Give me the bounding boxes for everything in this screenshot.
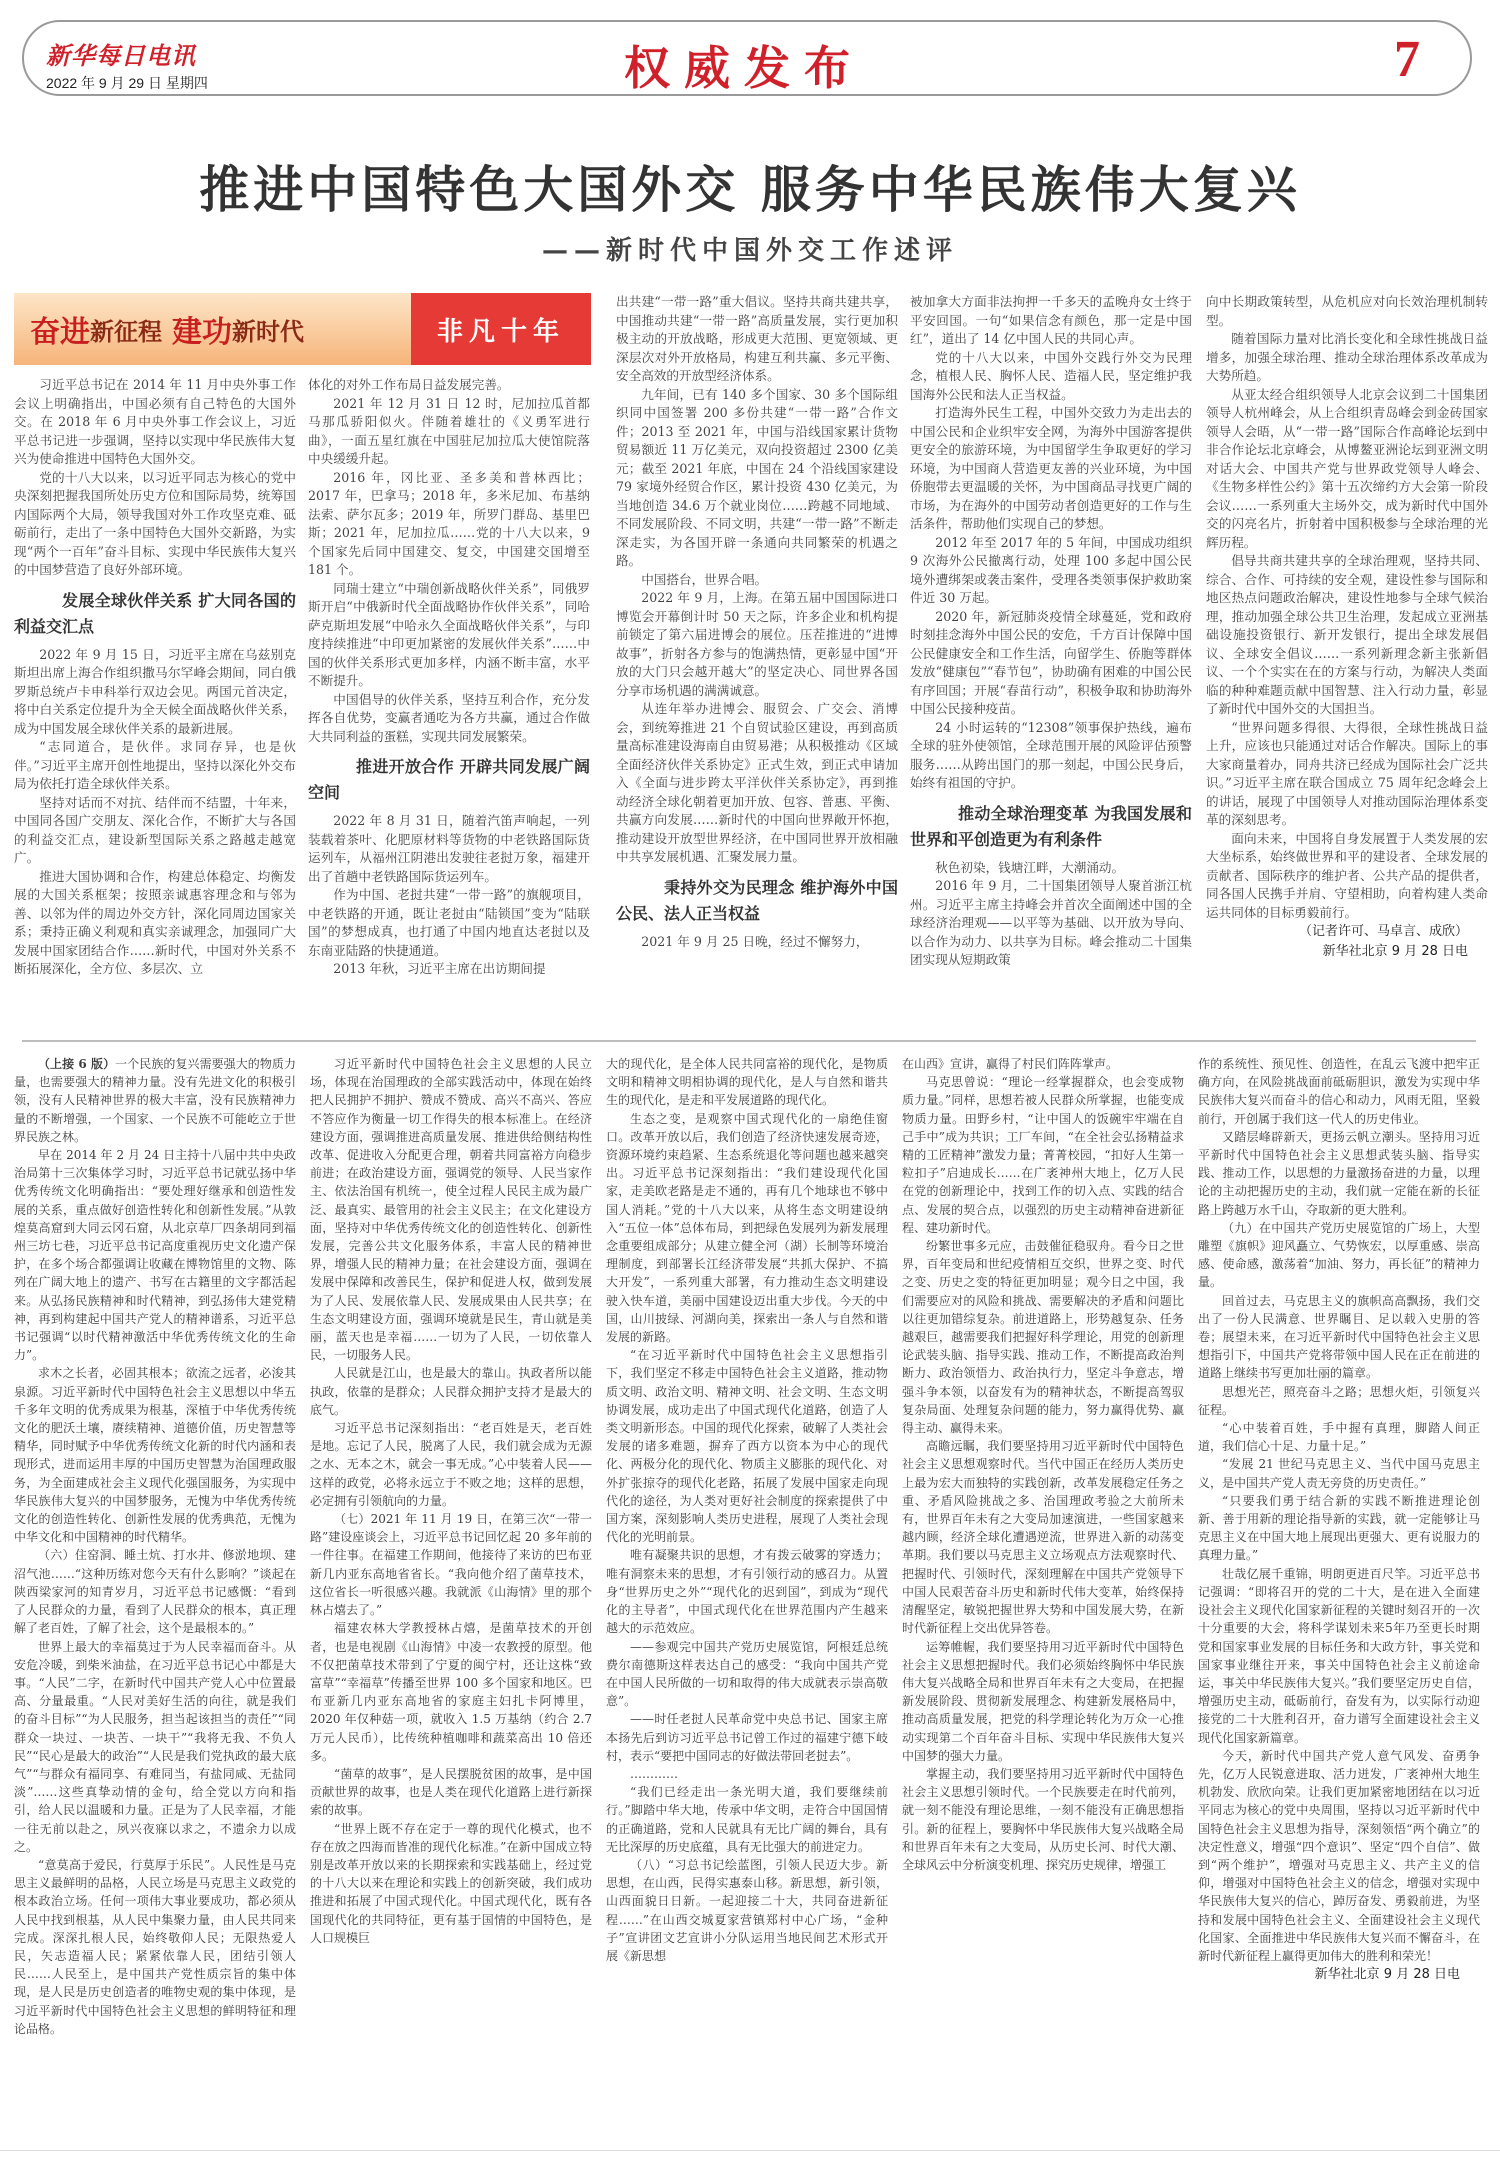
paragraph: 2020 年，新冠肺炎疫情全球蔓延，党和政府时刻挂念海外中国公民的安危，千方百计保障中国公民健康安全和工作生活，向留学生、侨胞等群体发放“健康包”“春节包”，协助确有困难的中国公民有序回国；开展“春苗行动”，积极争取和协助海外中国公民接种疫苗。 [910, 608, 1192, 716]
masthead [22, 20, 1472, 96]
paragraph: 向中长期政策转型，从危机应对向长效治理机制转型。 [1206, 294, 1488, 328]
banner-word-4: 新时代 [232, 316, 304, 346]
paragraph: 党的十八大以来，中国外交践行外交为民理念，植根人民、胸怀人民、造福人民，坚定维护我国海外公民和法人正当权益。 [910, 349, 1192, 402]
logo-name: 新华每日电讯 [46, 41, 196, 70]
paragraph: 习近平总书记深刻指出：“老百姓是天，老百姓是地。忘记了人民，脱离了人民，我们就会成为无源之水、无本之木，就会一事无成。”心中装着人民——这样的政党，必将永远立于不败之地；这样的思想，必定拥有引领航向的力量。 [310, 1421, 592, 1508]
paragraph: 倡导共商共建共享的全球治理观，坚持共同、综合、合作、可持续的安全观，建设性参与国际和地区热点问题政治解决，建设性地参与全球气候治理，推动加强全球公共卫生治理，发起成立亚洲基础设施投资银行、新开发银行，提出全球发展倡议、全球安全倡议……一系列新理念新主张新倡议、一个个实实在在的方案与行动，为解决人类面临的种种难题贡献中国智慧、注入行动力量，彰显了新时代中国外交的大国担当。 [1206, 553, 1488, 716]
paragraph: 运筹帷幄，我们要坚持用习近平新时代中国特色社会主义思想把握时代。我们必须始终胸怀中华民族伟大复兴战略全局和世界百年未有之大变局，在把握新发展阶段、贯彻新发展理念、构建新发展格局中，推动高质量发展，把党的科学理论转化为万众一心推动实现第二个百年奋斗目标、实现中华民族伟大复兴中国梦的强大力量。 [902, 1639, 1184, 1763]
section-heading: 推动全球治理变革 为我国发展和世界和平创造更为有利条件 [910, 803, 1192, 849]
paragraph: 在山西》宣讲，赢得了村民们阵阵掌声。 [902, 1057, 1119, 1071]
paragraph: 2021 年 12 月 31 日 12 时，尼加拉瓜首都马那瓜骄阳似火。伴随着雄壮的《义勇军进行曲》，一面五星红旗在中国驻尼加拉瓜大使馆院落中央缓缓升起。 [308, 395, 590, 466]
paragraph: （九）在中国共产党历史展览馆的广场上，大型雕塑《旗帜》迎风矗立、气势恢宏，以厚重感、崇高感、使命感，激荡着“加油、努力，再长征”的精神力量。 [1198, 1220, 1480, 1290]
paragraph: “我们已经走出一条光明大道，我们要继续前行。”脚踏中华大地，传承中华文明，走符合中国国情的正确道路，党和人民就具有无比广阔的舞台，具有无比深厚的历史底蕴，具有无比强大的前进定力。 [606, 1785, 888, 1854]
paragraph: 壮哉亿展千重锦，明朗更进百尺竿。习近平总书记强调：“即将召开的党的二十大，是在进入全面建设社会主义现代化国家新征程的关键时刻召开的一次十分重要的大会，将科学谋划未来5年乃至更长时期党和国家事业发展的目标任务和大政方针，事关党和国家事业继往开来，事关中国特色社会主义前途命运，事关中华民族伟大复兴。”我们要坚定历史自信，增强历史主动，砥砺前行，奋发有为，以实际行动迎接党的二十大胜利召开，奋力谱写全面建设社会主义现代化国家新篇章。 [1198, 1566, 1480, 1745]
paragraph: 唯有凝聚共识的思想，才有拨云破雾的穿透力；唯有洞察未来的思想，才有引领行动的感召力。从置身“世界历史之外”“现代化的迟到国”，到成为“现代化的主导者”，中国式现代化在世界范围内产生越来越大的示范效应。 [606, 1548, 888, 1636]
paragraph: 2021 年 9 月 25 日晚，经过不懈努力， [641, 933, 869, 949]
paragraph: 打造海外民生工程，中国外交致力为走出去的中国公民和企业织牢安全网，为海外中国游客提供更安全的旅游环境，为中国留学生争取更好的学习环境，为中国商人营造更友善的兴业环境，为中国侨胞带去更温暖的关怀，为中国商品寻找更广阔的市场，为在海外的中国劳动者创造更好的工作与生活条件，帮助他们实现自己的梦想。 [910, 405, 1192, 531]
banner-word-3: 建功 [172, 315, 232, 350]
paragraph: 中国搭台，世界合唱。 [641, 571, 768, 587]
article-column-1 [14, 376, 296, 979]
dateline: 新华社北京 9 月 28 日电 [1322, 944, 1468, 959]
paragraph: ——参观完中国共产党历史展览馆，阿根廷总统费尔南德斯这样表达自己的感受：“我向中国共产党在中国人民所做的一切和取得的伟大成就表示崇高敬意”。 [606, 1639, 888, 1709]
dateline: 新华社北京 9 月 28 日电 [1314, 1967, 1460, 1983]
paragraph: 2022 年 9 月 15 日，习近平主席在乌兹别克斯坦出席上海合作组织撒马尔罕峰会期间，同白俄罗斯总统卢卡申科举行双边会见。两国元首决定，将中白关系定位提升为全天候全面战略伙伴关系，成为中国发展全球伙伴关系的最新进展。 [14, 646, 296, 736]
paragraph: 秋色初染，钱塘江畔，大潮涌动。 [935, 859, 1125, 875]
subheadline: ——新时代中国外交工作述评 [541, 236, 958, 266]
paragraph: “世界上既不存在定于一尊的现代化模式，也不存在放之四海而皆准的现代化标准。”在新中国成立特别是改革开放以来的长期探索和实践基础上，经过党的十八大以来在理论和实践上的创新突破，我们成功推进和拓展了中国式现代化。中国式现代化，既有各国现代化的共同特征，更有基于国情的中国特色，是人口规模巨 [310, 1821, 592, 1945]
paragraph: “世界问题多得很、大得很，全球性挑战日益上升，应该也只能通过对话合作解决。国际上的事大家商量着办，同舟共济已经成为国际社会广泛共识。”习近平主席在联合国成立 75 周年纪念峰会上的讲话，展现了中国领导人对推动国际治理体系变革的深刻思考。 [1206, 719, 1488, 827]
paragraph: ………… [630, 1766, 678, 1781]
banner-word-2: 新征程 [90, 316, 162, 346]
paragraph: 2016 年 9 月，二十国集团领导人聚首浙江杭州。习近平主席主持峰会并首次全面阐述中国的全球经济治理观——以平等为基础、以开放为导向、以合作为动力、以共享为目标。峰会推动二十国集团实现从短期政策 [910, 878, 1192, 967]
article-column-4 [910, 293, 1192, 970]
paragraph: “菌草的故事”，是人民摆脱贫困的故事，是中国贡献世界的故事，也是人类在现代化道路上进行新探索的故事。 [310, 1766, 592, 1818]
paragraph: “意莫高于爱民，行莫厚于乐民”。人民性是马克思主义最鲜明的品格，人民立场是马克思主义政党的根本政治立场。任何一项伟大事业要成功，都必须从人民中找到根基，从人民中集聚力量，由人民共同来完成。深深扎根人民，始终敬仰人民；无限热爱人民，矢志造福人民；紧紧依靠人民，团结引领人民……人民至上，是中国共产党性质宗旨的集中体现，是人民是历史创造者的唯物史观的集中体现，是习近平新时代中国特色社会主义思想的鲜明特征和理论品格。 [14, 1857, 296, 2036]
paragraph: 求木之长者，必固其根本；欲流之远者，必浚其泉源。习近平新时代中国特色社会主义思想以中华五千多年文明的优秀成果为根基，深植于中华优秀传统文化的肥沃土壤，赓续精神、道德价值，历史智慧等精华，同时赋予中华优秀传统文化新的时代内涵和表现形式，进而运用丰厚的中国历史智慧为治国理政服务，为全面建成社会主义现代化强国服务，为实现中华民族伟大复兴的中国梦服务，无愧为中华优秀传统文化的创造性转化、创新性发展的优秀典范，无愧为中华文化和中国精神的时代精华。 [14, 1366, 296, 1545]
continuation-column-4 [902, 1055, 1184, 1874]
headline: 推进中国特色大国外交 服务中华民族伟大复兴 [199, 161, 1301, 219]
page-number: 7 [1394, 31, 1420, 88]
article-column-2 [308, 376, 590, 979]
section-heading: 发展全球伙伴关系 扩大同各国的利益交汇点 [14, 590, 296, 636]
paragraph: 随着国际力量对比消长变化和全球性挑战日益增多，加强全球治理、推动全球治理体系改革成为大势所趋。 [1206, 331, 1488, 383]
banner-slogan [14, 293, 411, 365]
paragraph: 作的系统性、预见性、创造性，在乱云飞渡中把牢正确方向，在风险挑战面前砥砺胆识，激发为实现中华民族伟大复兴而奋斗的信心和动力，风雨无阻，坚毅前行，开创属于我们这一代人的历史伟业。 [1198, 1057, 1480, 1126]
page-bottom-rule [0, 2150, 1500, 2151]
paragraph: 作为中国、老挝共建“一带一路”的旗舰项目，中老铁路的开通，既让老挝由“陆锁国”变为“陆联国”的梦想成真，也打通了中国内地直达老挝以及东南亚陆路的快捷通道。 [308, 887, 590, 958]
article-column-5 [1206, 293, 1488, 962]
paragraph: 2022 年 8 月 31 日，随着汽笛声响起，一列装载着茶叶、化肥原材料等货物的中老铁路国际货运列车，从福州江阴港出发驶往老挝万象，福建开出了首趟中老铁路国际货运列车。 [308, 813, 590, 884]
banner-word-1: 奋进 [30, 315, 90, 350]
paragraph: 纷繁世事多元应，击鼓催征稳驭舟。看今日之世界，百年变局和世纪疫情相互交织，世界之变、时代之变、历史之变的特征更加明显；观今日之中国，我们需要应对的风险和挑战、需要解决的矛盾和问题比以往更加错综复杂。前进道路上，形势越复杂、任务越艰巨，越需要我们把握好科学理论，用党的创新理论武装头脑、指导实践、推动工作，不断提高政治判断力、政治领悟力、政治执行力，坚定斗争意志，增强斗争本领，以奋发有为的精神状态，不断提高驾驭复杂局面、处理复杂问题的能力，努力赢得优势、赢得主动、赢得未来。 [902, 1239, 1184, 1436]
paragraph: 出共建“一带一路”重大倡议。坚持共商共建共享，中国推动共建“一带一路”高质量发展，实行更加积极主动的开放战略，形成更大范围、更宽领域、更深层次对外开放格局，构建互利共赢、多元平衡、安全高效的开放型经济体系。 [616, 294, 898, 383]
paragraph: 党的十八大以来，以习近平同志为核心的党中央深刻把握我国所处历史方位和国际局势，统筹国内国际两个大局，领导我国对外工作攻坚克难、砥砺前行，走出了一条中国特色大国外交新路，为实现“两个一百年”奋斗目标、实现中华民族伟大复兴的中国梦营造了良好外部环境。 [14, 469, 296, 577]
paragraph: 从亚太经合组织领导人北京会议到二十国集团领导人杭州峰会，从上合组织青岛峰会到金砖国家领导人会晤，从“一带一路”国际合作高峰论坛到中非合作论坛北京峰会，从博鳌亚洲论坛到亚洲文明对话大会、中国共产党与世界政党领导人峰会、《生物多样性公约》第十五次缔约方大会第一阶段会议……一系列重大主场外交，成为新时代中国外交的闪亮名片，折射着中国积极参与全球治理的光辉历程。 [1206, 386, 1488, 550]
reporter-byline: （记者许可、马卓言、成欣） [1298, 924, 1468, 939]
paragraph: 大的现代化，是全体人民共同富裕的现代化，是物质文明和精神文明相协调的现代化，是人与自然和谐共生的现代化，是走和平发展道路的现代化。 [606, 1057, 888, 1108]
paragraph: 2012 年至 2017 年的 5 年间，中国成功组织 9 次海外公民撤离行动，处理 100 多起中国公民境外遭绑架或袭击案件，受理各类领事保护救助案件近 30 万起。 [910, 534, 1192, 605]
section-divider [22, 1040, 1476, 1042]
paragraph: 习近平总书记在 2014 年 11 月中央外事工作会议上明确指出，中国必须有自己特色的大国外交。在 2018 年 6 月中央外事工作会议上，习近平总书记进一步强调，坚持以实现中华民族伟大复兴为使命推进中国特色大国外交。 [14, 377, 296, 466]
continuation-column-1 [14, 1055, 296, 2038]
paragraph: （上接 6 版）一个民族的复兴需要强大的物质力量，也需要强大的精神力量。没有先进文化的积极引领，没有人民精神世界的极大丰富，没有民族精神力量的不断增强，一个国家、一个民族不可能屹立于世界民族之林。 [14, 1057, 296, 1144]
paragraph: 世界上最大的幸福莫过于为人民幸福而奋斗。从安危冷暖，到柴米油盐，在习近平总书记心中都是大事。“人民”二字，在新时代中国共产党人心中位置最高、分量最重。“人民对美好生活的向往，就是我们的奋斗目标”“为人民服务，担当起该担当的责任”“同群众一块过、一块苦、一块干”“我将无我、不负人民”“民心是最大的政治”“人民是我们党执政的最大底气”“与群众有福同享、有难同当，有盐同咸、无盐同淡”……这些真挚动情的金句，给全党以方向和指引，给人民以温暖和力量。正是为了人民幸福，才能一往无前以赴之，夙兴夜寐以求之，不遗余力以成之。 [14, 1639, 296, 1854]
paragraph: 2013 年秋，习近平主席在出访期间提 [333, 961, 546, 976]
paragraph: “发展 21 世纪马克思主义、当代中国马克思主义，是中国共产党人责无旁贷的历史责任。” [1198, 1457, 1480, 1490]
paragraph: 24 小时运转的“12308”领事保护热线，遍布全球的驻外使领馆，全球范围开展的风险评估预警服务……从跨出国门的那一刻起，中国公民身后，始终有祖国的守护。 [910, 719, 1192, 790]
paragraph: “在习近平新时代中国特色社会主义思想指引下，我们坚定不移走中国特色社会主义道路，推动物质文明、政治文明、精神文明、社会文明、生态文明协调发展，成功走出了中国式现代化道路，创造了人类文明新形态。中国的现代化探索，破解了人类社会发展的诸多难题，摒弃了西方以资本为中心的现代化、两极分化的现代化、物质主义膨胀的现代化、对外扩张掠夺的现代化老路，拓展了发展中国家走向现代化的途径，为人类对更好社会制度的探索提供了中国方案，深刻影响人类历史进程，展现了人类社会现代化的光明前景。 [606, 1348, 888, 1545]
paragraph: 中国倡导的伙伴关系，坚持互利合作，充分发挥各自优势，变赢者通吃为各方共赢，通过合作做大共同利益的蛋糕，实现共同发展繁荣。 [308, 691, 590, 744]
paragraph: 今天，新时代中国共产党人意气风发、奋勇争先，亿万人民锐意进取、活力迸发，广袤神州大地生机勃发、欣欣向荣。让我们更加紧密地团结在以习近平同志为核心的党中央周围，坚持以习近平新时代中国特色社会主义思想为指导，深刻领悟“两个确立”的决定性意义，增强“四个意识”、坚定“四个自信”、做到“两个维护”，增强对马克思主义、共产主义的信仰，增强对中国特色社会主义的信念，增强对实现中华民族伟大复兴的信心，踔厉奋发、勇毅前进，为坚持和发展中国特色社会主义、全面建设社会主义现代化国家、全面推进中华民族伟大复兴而不懈奋斗，在新时代新征程上赢得更加伟大的胜利和荣光！ [1198, 1748, 1480, 1963]
paragraph: 同瑞士建立“中瑞创新战略伙伴关系”，同俄罗斯开启“中俄新时代全面战略协作伙伴关系”，同哈萨克斯坦发展“中哈永久全面战略伙伴关系”，与印度持续推进“中印更加紧密的发展伙伴关系”……中国的伙伴关系形式更加多样，内涵不断丰富，水平不断提升。 [308, 580, 590, 688]
section-heading: 推进开放合作 开辟共同发展广阔空间 [308, 757, 590, 802]
issue-date: 2022 年 9 月 29 日 星期四 [46, 75, 208, 91]
paragraph: ——时任老挝人民革命党中央总书记、国家主席本扬先后到访习近平总书记曾工作过的福建宁德下岐村，表示“要把中国同志的好做法带回老挝去”。 [606, 1712, 888, 1763]
article-column-3 [616, 293, 898, 951]
paragraph: 从连年举办进博会、服贸会、广交会、消博会，到统筹推进 21 个自贸试验区建设，再到高质量高标准建设海南自由贸易港；从积极推动《区域全面经济伙伴关系协定》正式生效，到正式申请加入《全面与进步跨太平洋伙伴关系协定》，再到推动经济全球化朝着更加开放、包容、普惠、平衡、共赢方向发展……新时代的中国向世界敞开怀抱，推动建设开放型世界经济，在中国同世界开放相融中共享发展机遇、汇聚发展力量。 [616, 701, 898, 864]
paragraph: “志同道合，是伙伴。求同存异，也是伙伴。”习近平主席开创性地提出，坚持以深化外交布局为依托打造全球伙伴关系。 [14, 739, 296, 791]
paragraph: “心中装着百姓，手中握有真理，脚踏人间正道，我们信心十足、力量十足。” [1198, 1421, 1480, 1454]
banner-series-label: 非凡十年 [411, 293, 591, 365]
continuation-column-3 [606, 1055, 888, 1965]
paragraph: “只要我们勇于结合新的实践不断推进理论创新、善于用新的理论指导新的实践，就一定能够让马克思主义在中国大地上展现出更强大、更有说服力的真理力量。” [1198, 1493, 1480, 1563]
paragraph: 马克思曾说：“理论一经掌握群众，也会变成物质力量。”同样，思想若被人民群众所掌握，也能变成物质力量。田野乡村，“让中国人的饭碗牢牢端在自己手中”成为共识；工厂车间，“在全社会弘扬精益求精的工匠精神”激发力量；菁菁校园，“扣好人生第一粒扣子”启迪成长……在广袤神州大地上，亿万人民在党的创新理论中，找到工作的切入点、实践的结合点、发展的契合点，以强烈的历史主动精神奋进新征程、建功新时代。 [902, 1075, 1184, 1235]
paragraph: 福建农林大学教授林占熺，是菌草技术的开创者，也是电视剧《山海情》中凌一农教授的原型。他不仅把菌草技术带到了宁夏的闽宁村，还让这株“致富草”“幸福草”传播至世界 100 多个国家和地区。巴布亚新几内亚东高地省的家庭主妇扎卡阿博里，2020 年仅种菇一项，就收入 1.5 万基纳（约合 2.7 万元人民币），比传统种植咖啡和蔬菜高出 10 倍还多。 [310, 1621, 592, 1763]
paragraph: 生态之变，是观察中国式现代化的一扇绝佳窗口。改革开放以后，我们创造了经济快速发展奇迹，资源环境约束趋紧、生态系统退化等问题也越来越突出。习近平总书记深刻指出：“我们建设现代化国家，走美欧老路是走不通的，再有几个地球也不够中国人消耗。”党的十八大以来，从将生态文明建设纳入“五位一体”总体布局，到把绿色发展列为新发展理念重要组成部分；从建立健全河（湖）长制等环境治理制度，到部署长江经济带发展“共抓大保护、不搞大开发”，一系列重大部署，有力推动生态文明建设驶入快车道，美丽中国建设迈出重大步伐。今天的中国，山川披绿、河湖向美，探索出一条人与自然和谐发展的新路。 [606, 1111, 888, 1345]
paragraph: 推进大国协调和合作，构建总体稳定、均衡发展的大国关系框架；按照亲诚惠容理念和与邻为善、以邻为伴的周边外交方针，深化同周边国家关系；秉持正确义利观和真实亲诚理念，加强同广大发展中国家团结合作……新时代，中国对外关系不断拓展深化，全方位、多层次、立 [14, 868, 296, 976]
series-banner [14, 293, 591, 365]
paragraph: 思想光芒，照亮奋斗之路；思想火炬，引领复兴征程。 [1198, 1384, 1480, 1417]
paragraph: 被加拿大方面非法拘押一千多天的孟晚舟女士终于平安回国。一句“如果信念有颜色，那一定是中国红”，道出了 14 亿中国人民的共同心声。 [910, 294, 1192, 346]
paragraph: 体化的对外工作布局日益发展完善。 [308, 377, 510, 392]
paragraph: （八）“习总书记绘蓝图，引领人民迈大步。新思想，在山西，民得实惠泰山移。新思想，新引领，山西面貌日日新。一起迎接二十大，共同奋进新征程……”在山西交城夏家营镇郑村中心广场，“金种子”宣讲团文艺宣讲小分队运用当地民间艺术形式开展《新思想 [606, 1857, 888, 1963]
section-heading: 秉持外交为民理念 维护海外中国公民、法人正当权益 [616, 877, 898, 923]
paragraph: 习近平新时代中国特色社会主义思想的人民立场，体现在治国理政的全部实践活动中，体现在始终把人民拥护不拥护、赞成不赞成、高兴不高兴、答应不答应作为衡量一切工作得失的根本标准上。在经济建设方面，强调推进高质量发展、推进供给侧结构性改革、促进收入分配更合理，朝着共同富裕方向稳步前进；在政治建设方面，强调党的领导、人民当家作主、依法治国有机统一，使全过程人民民主成为最广泛、最真实、最管用的社会主义民主；在文化建设方面，坚持对中华优秀传统文化的创造性转化、创新性发展，完善公共文化服务体系，丰富人民的精神世界，增强人民的精神力量；在社会建设方面，强调在发展中保障和改善民生，保护和促进人权，做到发展为了人民、发展依靠人民、发展成果由人民共享；在生态文明建设方面，强调环境就是民生，青山就是美丽，蓝天也是幸福……一切为了人民，一切依靠人民，一切服务人民。 [310, 1057, 592, 1363]
paragraph: 早在 2014 年 2 月 24 日主持十八届中共中央政治局第十三次集体学习时，习近平总书记就弘扬中华优秀传统文化明确指出：“要处理好继承和创造性发展的关系，重点做好创造性转化和创新性发展。”从敦煌莫高窟到大同云冈石窟，从北京草厂四条胡同到福州三坊七巷，习近平总书记高度重视历史文化遗产保护，在多个场合都强调让收藏在博物馆里的文物、陈列在广阔大地上的遗产、书写在古籍里的文字都活起来。从弘扬民族精神和时代精神，到弘扬伟大建党精神，再到构建起中国共产党人的精神谱系，习近平总书记强调“以时代精神激活中华优秀传统文化的生命力”。 [14, 1148, 296, 1363]
section-title: 权威发布 [624, 41, 864, 95]
paragraph: 掌握主动，我们要坚持用习近平新时代中国特色社会主义思想引领时代。一个民族要走在时代前列，就一刻不能没有理论思维，一刻不能没有正确思想指引。新的征程上，要胸怀中华民族伟大复兴战略全局和世界百年未有之大变局，从历史长河、时代大潮、全球风云中分析演变机理、探究历史规律，增强工 [902, 1766, 1184, 1872]
continuation-column-5 [1198, 1055, 1480, 1985]
paragraph: 回首过去，马克思主义的旗帜高高飘扬，我们交出了一份人民满意、世界瞩目、足以载入史册的答卷；展望未来，在习近平新时代中国特色社会主义思想指引下，中国共产党将带领中国人民在正在前进的道路上继续书写更加壮丽的篇章。 [1198, 1293, 1480, 1381]
paragraph: 坚持对话而不对抗、结伴而不结盟，十年来，中国同各国广交朋友、深化合作，不断扩大与各国的利益交汇点，建设新型国际关系之路越走越宽广。 [14, 794, 296, 865]
paragraph: （七）2021 年 11 月 19 日，在第三次“一带一路”建设座谈会上，习近平总书记回忆起 20 多年前的一件往事。在福建工作期间，他接待了来访的巴布亚新几内亚东高地省省长。“我向他介绍了菌草技术，这位省长一听很感兴趣。我就派《山海情》里的那个林占熺去了。” [310, 1512, 592, 1618]
paragraph: 2022 年 9 月，上海。在第五届中国国际进口博览会开幕倒计时 50 天之际，许多企业和机构提前锁定了第六届进博会的展位。压茬推进的“进博故事”，折射各方参与的饱满热情，更彰显中国“开放的大门只会越开越大”的坚定决心、同世界各国分享市场机遇的满满诚意。 [616, 590, 898, 698]
paragraph: 高瞻远瞩，我们要坚持用习近平新时代中国特色社会主义思想观察时代。当代中国正在经历人类历史上最为宏大而独特的实践创新，改革发展稳定任务之重、矛盾风险挑战之多、治国理政考验之大前所未有，世界百年未有之大变局加速演进，一些国家越来越内顾，经济全球化遭遇逆流，世界进入新的动荡变革期。我们要以马克思主义立场观点方法观察时代、把握时代、引领时代，深刻理解在中国共产党领导下中国人民艰苦奋斗历史和新时代伟大变革，始终保持清醒坚定，敏锐把握世界大势和中国发展大势，在新时代新征程上交出优异答卷。 [902, 1439, 1184, 1636]
paragraph: （六）住窑洞、睡土炕、打水井、修淤地坝、建沼气池……“这种历练对您今天有什么影响？”谈起在陕西梁家河的知青岁月，习近平总书记感慨：“看到了人民群众的力量，看到了人民群众的根本，真正理解了老百姓，了解了社会，这个是最根本的。” [14, 1548, 296, 1636]
paragraph: 九年间，已有 140 多个国家、30 多个国际组织同中国签署 200 多份共建“一带一路”合作文件；2013 至 2021 年，中国与沿线国家累计货物贸易额近 11 万亿美元，双向投资超过 2300 亿美元；截至 2021 年底，中国在 24 个沿线国家建设 79 家境外经贸合作区，累计投资 430 亿美元，为当地创造 34.6 万个就业岗位……跨越不同地域、不同发展阶段、不同文明，共建“一带一路”不断走深走实，为各国开辟一条通向共同繁荣的机遇之路。 [616, 386, 898, 568]
paragraph: 又踏层峰辟新天，更扬云帆立潮头。坚持用习近平新时代中国特色社会主义思想武装头脑、指导实践、推动工作，以思想的力量激扬奋进的力量，以理论的主动把握历史的主动，我们就一定能在新的长征路上跨越万水千山，夺取新的更大胜利。 [1198, 1129, 1480, 1217]
continuation-column-2 [310, 1055, 592, 1947]
paragraph: 面向未来，中国将自身发展置于人类发展的宏大坐标系，始终做世界和平的建设者、全球发展的贡献者、国际秩序的维护者、公共产品的提供者，同各国人民携手并肩、守望相助，向着构建人类命运共同体的目标勇毅前行。 [1206, 830, 1488, 920]
paragraph: 人民就是江山，也是最大的靠山。执政者所以能执政，依靠的是群众；人民群众拥护支持才是最大的底气。 [310, 1366, 592, 1417]
paragraph: 2016 年，冈比亚、圣多美和普林西比；2017 年，巴拿马；2018 年，多米尼加、布基纳法索、萨尔瓦多；2019 年，所罗门群岛、基里巴斯；2021 年，尼加拉瓜……党的十八大以来，9 个国家先后同中国建交、复交，中国建交国增至 181 个。 [308, 469, 590, 577]
continuation-marker: （上接 6 版） [38, 1057, 116, 1071]
newspaper-logo [46, 36, 208, 93]
